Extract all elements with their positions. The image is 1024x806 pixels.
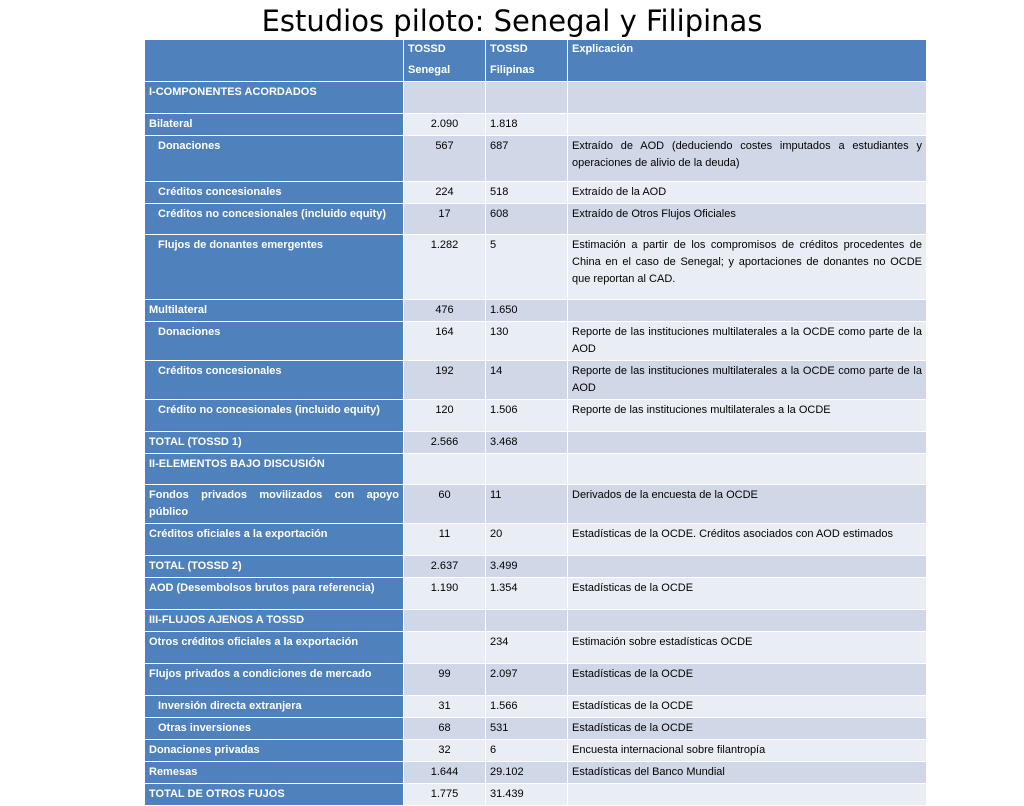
cell-filipinas: 1.818 [486,114,568,136]
row-label: Créditos oficiales a la exportación [145,524,404,556]
row-label: I-COMPONENTES ACORDADOS [145,82,404,114]
cell-explicacion: Reporte de las instituciones multilaterales a la OCDE [568,400,927,432]
table-row [145,556,927,578]
row-label: Donaciones [145,136,404,182]
cell-senegal: 1.644 [404,762,486,784]
table-row [145,400,927,432]
cell-senegal [404,610,486,632]
cell-explicacion [568,610,927,632]
table-row [145,610,927,632]
cell-senegal [404,454,486,485]
table-row [145,300,927,322]
header-concept [145,40,404,82]
cell-explicacion: Estadísticas de la OCDE [568,718,927,740]
header-explicacion: Explicación [568,40,927,82]
row-label: Remesas [145,762,404,784]
cell-explicacion [568,300,927,322]
cell-explicacion: Reporte de las instituciones multilaterales a la OCDE como parte de la AOD [568,361,927,400]
cell-filipinas: 11 [486,485,568,524]
cell-explicacion [568,432,927,454]
row-label: Créditos concesionales [145,361,404,400]
table-row [145,432,927,454]
cell-senegal: 476 [404,300,486,322]
row-label: Créditos no concesionales (incluido equity) [145,204,404,235]
table-row [145,784,927,806]
row-label: AOD (Desembolsos brutos para referencia) [145,578,404,610]
row-label: TOTAL (TOSSD 1) [145,432,404,454]
cell-senegal: 120 [404,400,486,432]
table-row [145,696,927,718]
cell-senegal: 1.282 [404,235,486,300]
row-label: Créditos concesionales [145,182,404,204]
row-label: Flujos privados a condiciones de mercado [145,664,404,696]
cell-filipinas: 531 [486,718,568,740]
cell-senegal [404,82,486,114]
header-tossd-filipinas [486,40,568,82]
cell-filipinas: 6 [486,740,568,762]
cell-explicacion: Estimación a partir de los compromisos de créditos procedentes de China en el caso de Senegal; y aportaciones de donantes no OCDE que reportan al CAD. [568,235,927,300]
cell-explicacion [568,784,927,806]
cell-senegal: 68 [404,718,486,740]
cell-explicacion: Estadísticas de la OCDE [568,696,927,718]
table-row [145,632,927,664]
cell-filipinas: 20 [486,524,568,556]
cell-filipinas: 234 [486,632,568,664]
header-filipinas-line2: Filipinas [490,64,535,76]
cell-explicacion: Estadísticas de la OCDE [568,664,927,696]
cell-explicacion: Estimación sobre estadísticas OCDE [568,632,927,664]
cell-senegal: 31 [404,696,486,718]
table-row [145,454,927,485]
cell-explicacion: Extraído de la AOD [568,182,927,204]
cell-filipinas: 1.506 [486,400,568,432]
cell-filipinas: 1.566 [486,696,568,718]
cell-explicacion: Extraído de Otros Flujos Oficiales [568,204,927,235]
row-label: Fondos privados movilizados con apoyo público [145,485,404,524]
cell-senegal: 99 [404,664,486,696]
cell-filipinas [486,82,568,114]
cell-senegal: 60 [404,485,486,524]
cell-filipinas: 130 [486,322,568,361]
cell-senegal: 567 [404,136,486,182]
cell-explicacion: Derivados de la encuesta de la OCDE [568,485,927,524]
cell-filipinas: 29.102 [486,762,568,784]
slide-title: Estudios piloto: Senegal y Filipinas [261,4,763,38]
cell-senegal: 2.637 [404,556,486,578]
table-row [145,718,927,740]
tossd-table [144,39,927,806]
table-row [145,578,927,610]
cell-filipinas: 1.650 [486,300,568,322]
cell-senegal [404,632,486,664]
cell-filipinas: 14 [486,361,568,400]
cell-explicacion [568,556,927,578]
cell-explicacion: Estadísticas de la OCDE. Créditos asociados con AOD estimados [568,524,927,556]
table-row [145,524,927,556]
row-label: Donaciones privadas [145,740,404,762]
row-label: TOTAL DE OTROS FUJOS [145,784,404,806]
cell-explicacion: Estadísticas de la OCDE [568,578,927,610]
header-senegal-line2: Senegal [408,64,451,76]
cell-explicacion [568,114,927,136]
table-row [145,136,927,182]
table-row [145,182,927,204]
cell-explicacion [568,454,927,485]
row-label: Otras inversiones [145,718,404,740]
cell-filipinas: 3.499 [486,556,568,578]
cell-filipinas: 5 [486,235,568,300]
row-label: Donaciones [145,322,404,361]
cell-filipinas: 2.097 [486,664,568,696]
cell-senegal: 224 [404,182,486,204]
row-label: Inversión directa extranjera [145,696,404,718]
cell-senegal: 2.090 [404,114,486,136]
row-label: Multilateral [145,300,404,322]
table-row [145,664,927,696]
table-row [145,485,927,524]
cell-senegal: 2.566 [404,432,486,454]
table-row [145,204,927,235]
row-label: Otros créditos oficiales a la exportación [145,632,404,664]
cell-filipinas: 31.439 [486,784,568,806]
row-label: Flujos de donantes emergentes [145,235,404,300]
row-label: Crédito no concesionales (incluido equity) [145,400,404,432]
header-filipinas-line1: TOSSD [490,43,528,55]
cell-senegal: 1.190 [404,578,486,610]
table-row [145,235,927,300]
row-label: III-FLUJOS AJENOS A TOSSD [145,610,404,632]
cell-senegal: 32 [404,740,486,762]
cell-explicacion: Estadísticas del Banco Mundial [568,762,927,784]
cell-filipinas [486,454,568,485]
table-row [145,361,927,400]
cell-explicacion: Extraído de AOD (deduciendo costes imputados a estudiantes y operaciones de alivio de la deuda) [568,136,927,182]
row-label: Bilateral [145,114,404,136]
table-row [145,762,927,784]
table-row [145,740,927,762]
cell-filipinas: 3.468 [486,432,568,454]
cell-filipinas: 518 [486,182,568,204]
cell-senegal: 164 [404,322,486,361]
cell-filipinas: 1.354 [486,578,568,610]
cell-explicacion [568,82,927,114]
row-label: II-ELEMENTOS BAJO DISCUSIÓN [145,454,404,485]
table-row [145,114,927,136]
table-row [145,82,927,114]
cell-filipinas [486,610,568,632]
cell-filipinas: 687 [486,136,568,182]
cell-senegal: 11 [404,524,486,556]
cell-filipinas: 608 [486,204,568,235]
header-senegal-line1: TOSSD [408,43,446,55]
cell-explicacion: Encuesta internacional sobre filantropía [568,740,927,762]
header-tossd-senegal [404,40,486,82]
cell-senegal: 1.775 [404,784,486,806]
table-row [145,322,927,361]
cell-senegal: 192 [404,361,486,400]
cell-senegal: 17 [404,204,486,235]
cell-explicacion: Reporte de las instituciones multilaterales a la OCDE como parte de la AOD [568,322,927,361]
row-label: TOTAL (TOSSD 2) [145,556,404,578]
header-row [145,40,927,82]
